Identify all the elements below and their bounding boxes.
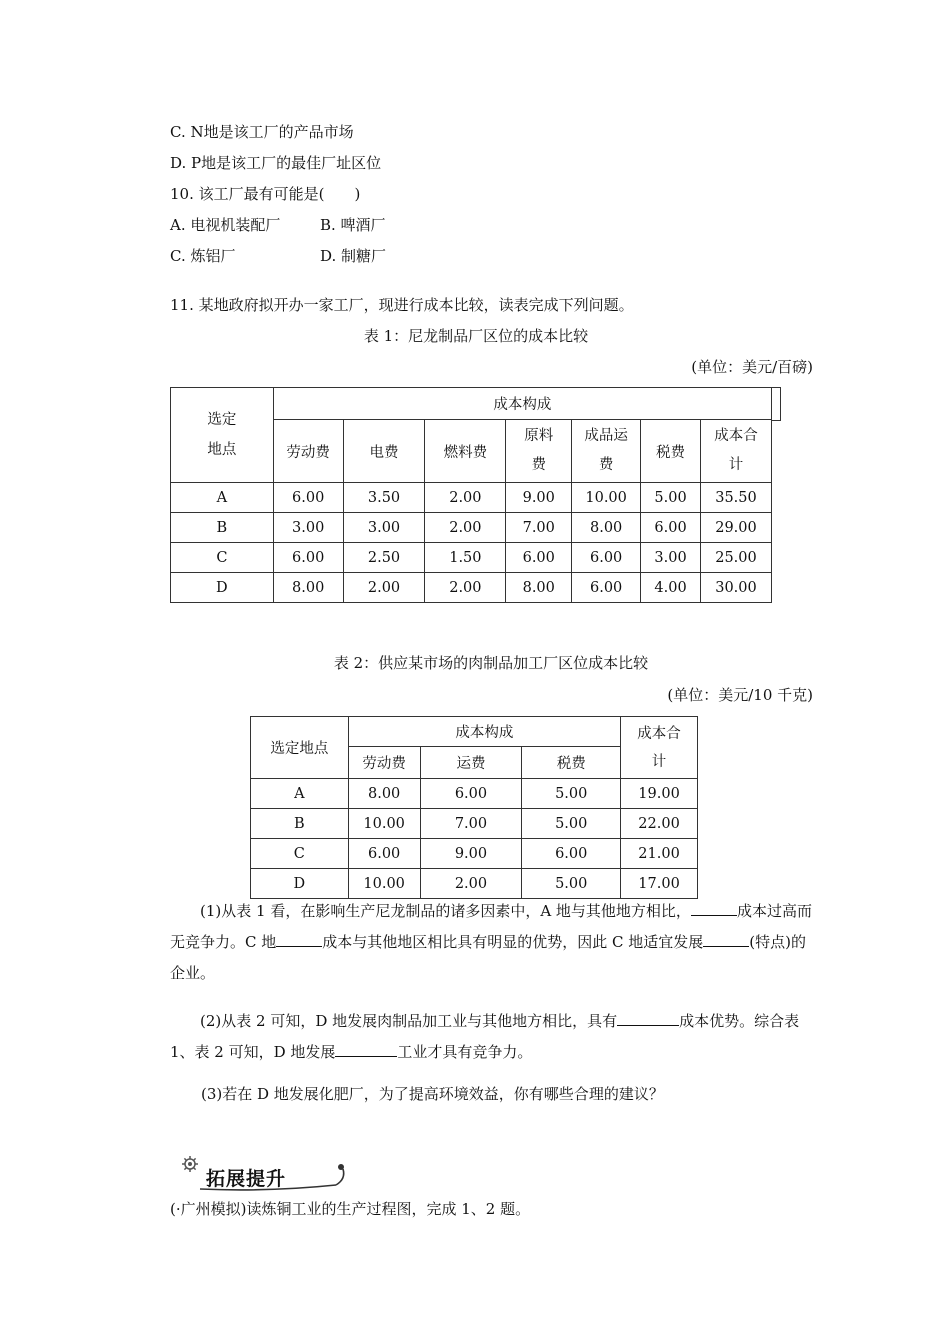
table-row: [251, 779, 698, 809]
answer-blank[interactable]: [691, 900, 737, 916]
table-cell: 2.00: [425, 483, 506, 513]
table-cell: 29.00: [701, 513, 772, 543]
table1-title: 表 1：尼龙制品厂区位的成本比较: [363, 327, 589, 345]
table-cell: 8.00: [273, 573, 343, 603]
table1-col-header: 电费: [343, 420, 425, 483]
table1-col-header: 燃料费: [425, 420, 506, 483]
table-cell: 4.00: [641, 573, 701, 603]
table2-col-header: 劳动费: [348, 747, 420, 779]
table-cell: 2.00: [425, 573, 506, 603]
subq-2: [170, 1006, 815, 1068]
answer-blank[interactable]: [617, 1010, 679, 1026]
subq-2-text: (2)从表 2 可知，D 地发展肉制品加工业与其他地方相比，具有: [200, 1012, 618, 1030]
table-cell: 2.50: [343, 543, 425, 573]
table-cell: 19.00: [621, 779, 698, 809]
table2-site: C: [251, 839, 349, 869]
table-cell: 7.00: [506, 513, 572, 543]
table-cell: 17.00: [621, 869, 698, 899]
table-cell: 3.50: [343, 483, 425, 513]
table-cell: 2.00: [343, 573, 425, 603]
table2-unit: (单位：美元/10 千克): [667, 686, 813, 704]
table-row: [251, 869, 698, 899]
table1-col-header: 税费: [641, 420, 701, 483]
table-cell: 5.00: [522, 869, 621, 899]
subq-1-text: (特点)的企业。: [170, 933, 806, 982]
q10-stem: 10. 该工厂最有可能是( ): [170, 185, 361, 203]
table1-site: D: [171, 573, 274, 603]
table2-site: D: [251, 869, 349, 899]
table1-col-header: 成品运 费: [572, 420, 641, 483]
table1: [170, 387, 772, 603]
table-cell: 8.00: [572, 513, 641, 543]
table-cell: 3.00: [273, 513, 343, 543]
q9-option-d: D. P地是该工厂的最佳厂址区位: [170, 154, 382, 172]
table2-site: B: [251, 809, 349, 839]
table1-site: C: [171, 543, 274, 573]
table-cell: 9.00: [420, 839, 522, 869]
section-intro: (·广州模拟)读炼铜工业的生产过程图，完成 1、2 题。: [170, 1200, 531, 1218]
table2-group-header: 成本构成: [348, 717, 620, 747]
table-cell: 6.00: [348, 839, 420, 869]
table-cell: 6.00: [506, 543, 572, 573]
table-cell: 8.00: [348, 779, 420, 809]
table-cell: 10.00: [348, 869, 420, 899]
answer-blank[interactable]: [703, 931, 749, 947]
table-cell: 8.00: [506, 573, 572, 603]
table1-header-extension: [771, 387, 781, 421]
table-cell: 21.00: [621, 839, 698, 869]
table-cell: 10.00: [572, 483, 641, 513]
table-cell: 10.00: [348, 809, 420, 839]
table-cell: 5.00: [522, 779, 621, 809]
subq-1-text: 成本与其他地区相比具有明显的优势，因此 C 地适宜发展: [322, 933, 704, 951]
table-cell: 35.50: [701, 483, 772, 513]
table-cell: 6.00: [572, 543, 641, 573]
section-badge: [178, 1155, 358, 1195]
table-row: [251, 839, 698, 869]
q10-option-a: A. 电视机装配厂: [170, 216, 281, 234]
table-cell: 3.00: [641, 543, 701, 573]
table-row: [171, 573, 772, 603]
table-cell: 7.00: [420, 809, 522, 839]
table-row: [171, 483, 772, 513]
q11-stem: 11. 某地政府拟开办一家工厂，现进行成本比较，读表完成下列问题。: [170, 296, 634, 314]
table-cell: 1.50: [425, 543, 506, 573]
table-cell: 5.00: [522, 809, 621, 839]
table2-col-header: 运费: [420, 747, 522, 779]
table1-col-header: 成本合 计: [701, 420, 772, 483]
table2-site-header: 选定地点: [251, 717, 349, 779]
table-row: [171, 543, 772, 573]
q10-option-c: C. 炼铝厂: [170, 247, 236, 265]
table2: [250, 716, 698, 899]
table-cell: 22.00: [621, 809, 698, 839]
table-cell: 2.00: [420, 869, 522, 899]
table2-title: 表 2：供应某市场的肉制品加工厂区位成本比较: [333, 654, 649, 672]
table1-site: B: [171, 513, 274, 543]
table-cell: 6.00: [273, 483, 343, 513]
table-cell: 9.00: [506, 483, 572, 513]
table-cell: 6.00: [420, 779, 522, 809]
q10-option-b: B. 啤酒厂: [320, 216, 386, 234]
table-cell: 5.00: [641, 483, 701, 513]
table-cell: 6.00: [522, 839, 621, 869]
table-cell: 6.00: [273, 543, 343, 573]
table-cell: 3.00: [343, 513, 425, 543]
table1-group-header: 成本构成: [273, 388, 771, 420]
table-row: [251, 809, 698, 839]
answer-blank[interactable]: [335, 1041, 397, 1057]
section-badge-label: 拓展提升: [206, 1168, 287, 1190]
table-cell: 2.00: [425, 513, 506, 543]
table-row: [171, 513, 772, 543]
subq-2-text: 成本优势。综合表 1、表 2 可知，D 地发展: [170, 1012, 800, 1061]
table1-col-header: 劳动费: [273, 420, 343, 483]
q10-option-d: D. 制糖厂: [320, 247, 387, 265]
subq-3: (3)若在 D 地发展化肥厂，为了提高环境效益，你有哪些合理的建议？: [201, 1085, 664, 1103]
subq-1-text: 成本过高而无竞争力。C 地: [170, 902, 812, 951]
gear-icon: [182, 1156, 198, 1172]
subq-2-text: 工业才具有竞争力。: [397, 1043, 533, 1061]
table1-unit: (单位：美元/百磅): [691, 358, 813, 376]
subq-1-text: (1)从表 1 看，在影响生产尼龙制品的诸多因素中，A 地与其他地方相比，: [200, 902, 691, 920]
table1-col-header: 原料 费: [506, 420, 572, 483]
table-cell: 6.00: [572, 573, 641, 603]
subq-1: [170, 896, 815, 989]
table2-total-header: 成本合 计: [621, 717, 698, 779]
table-cell: 6.00: [641, 513, 701, 543]
table2-site: A: [251, 779, 349, 809]
answer-blank[interactable]: [276, 931, 322, 947]
table-cell: 25.00: [701, 543, 772, 573]
table1-site: A: [171, 483, 274, 513]
table-cell: 30.00: [701, 573, 772, 603]
q9-option-c: C. N地是该工厂的产品市场: [170, 123, 354, 141]
table2-col-header: 税费: [522, 747, 621, 779]
table1-site-header: 选定 地点: [171, 388, 274, 483]
